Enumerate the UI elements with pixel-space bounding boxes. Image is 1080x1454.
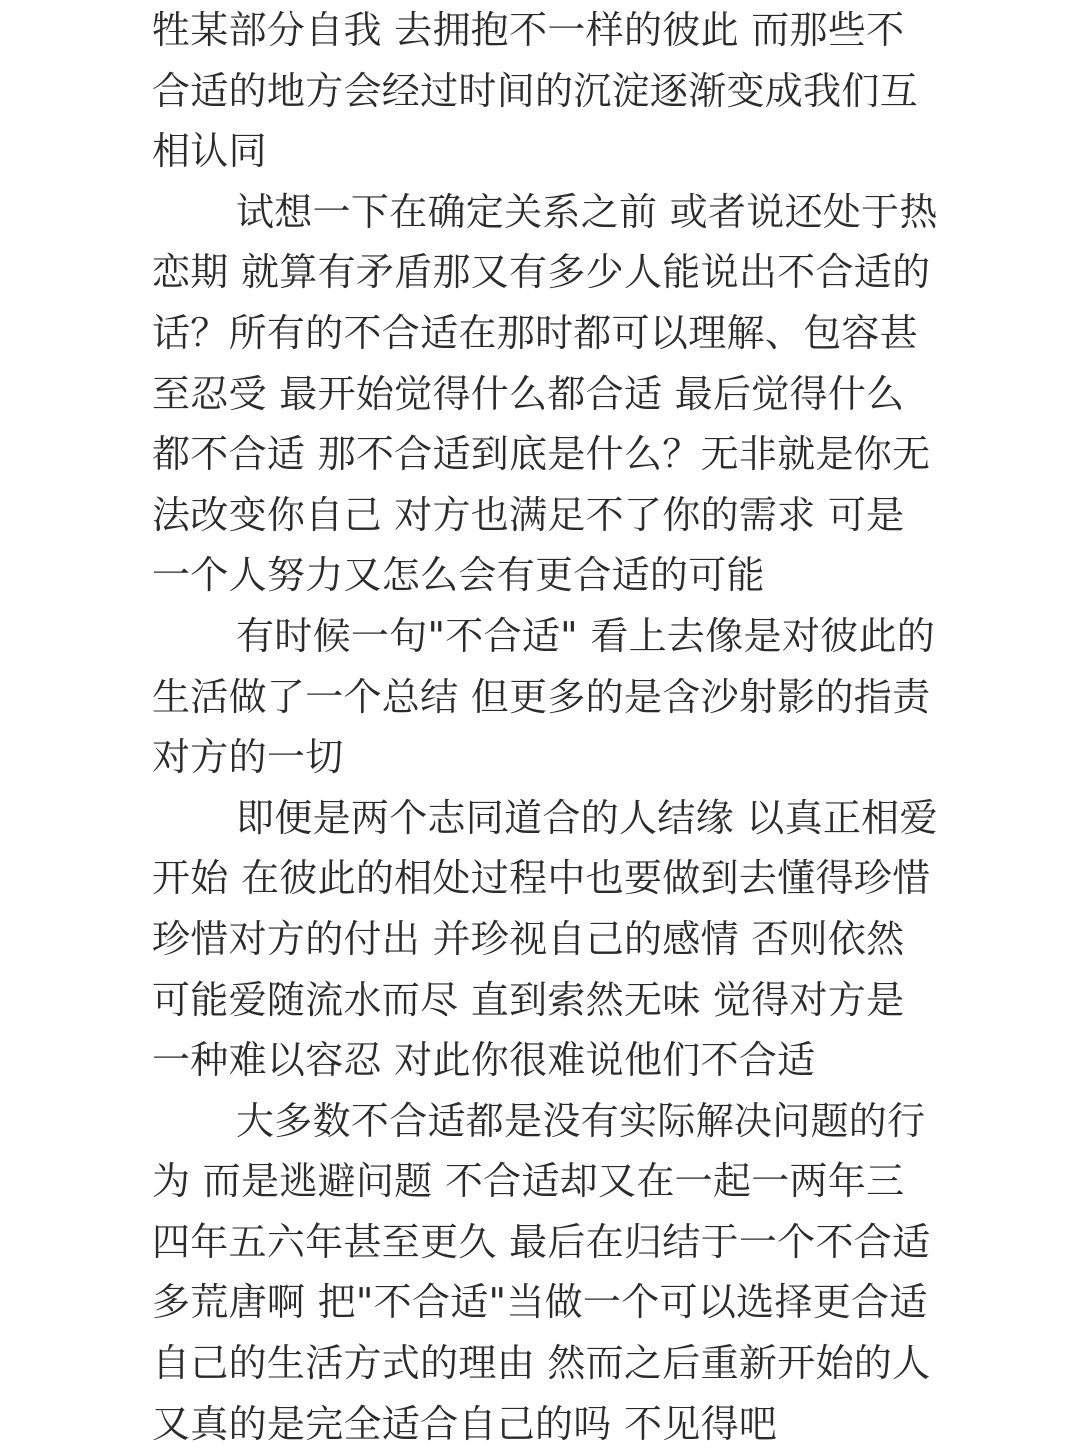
text-line: 合适的地方会经过时间的沉淀逐渐变成我们互 (152, 68, 919, 113)
paragraph-5 (152, 1091, 952, 1454)
text-line: 一种难以容忍 对此你很难说他们不合适 (152, 1038, 816, 1083)
text-line: 相认同 (152, 129, 267, 174)
text-line: 牲某部分自我 去拥抱不一样的彼此 而那些不 (152, 8, 905, 52)
text-line: 珍惜对方的付出 并珍视自己的感情 否则依然 (152, 916, 905, 961)
text-line: 至忍受 最开始觉得什么都合适 最后觉得什么 (152, 371, 905, 416)
text-line: 为 而是逃避问题 不合适却又在一起一两年三 (152, 1159, 905, 1204)
paragraph-2 (152, 182, 952, 606)
text-line: 法改变你自己 对方也满足不了你的需求 可是 (152, 492, 905, 537)
text-line: 开始 在彼此的相处过程中也要做到去懂得珍惜 (152, 856, 931, 901)
text-line: 都不合适 那不合适到底是什么？无非就是你无 (152, 432, 931, 477)
text-line: 试想一下在确定关系之前 或者说还处于热 (236, 189, 938, 234)
paragraph-3 (152, 606, 952, 788)
paragraph-1 (152, 0, 952, 182)
text-line: 又真的是完全适合自己的吗 不见得吧 (152, 1401, 778, 1446)
text-line: 自己的生活方式的理由 然而之后重新开始的人 (152, 1341, 931, 1386)
paragraph-4 (152, 788, 952, 1091)
text-line: 恋期 就算有矛盾那又有多少人能说出不合适的 (152, 250, 931, 295)
text-line: 对方的一切 (152, 735, 344, 780)
text-line: 可能爱随流水而尽 直到索然无味 觉得对方是 (152, 977, 905, 1022)
text-line: 大多数不合适都是没有实际解决问题的行 (236, 1098, 926, 1143)
text-line: 话？所有的不合适在那时都可以理解、包容甚 (152, 310, 919, 355)
text-line: 四年五六年甚至更久 最后在归结于一个不合适 (152, 1219, 931, 1264)
text-line: 多荒唐啊 把"不合适"当做一个可以选择更合适 (152, 1280, 928, 1325)
text-line: 有时候一句"不合适" 看上去像是对彼此的 (236, 613, 936, 658)
text-line: 生活做了一个总结 但更多的是含沙射影的指责 (152, 674, 931, 719)
text-line: 即便是两个志同道合的人结缘 以真正相爱 (236, 795, 938, 840)
text-line: 一个人努力又怎么会有更合适的可能 (152, 553, 765, 598)
article-body (152, 0, 952, 1446)
